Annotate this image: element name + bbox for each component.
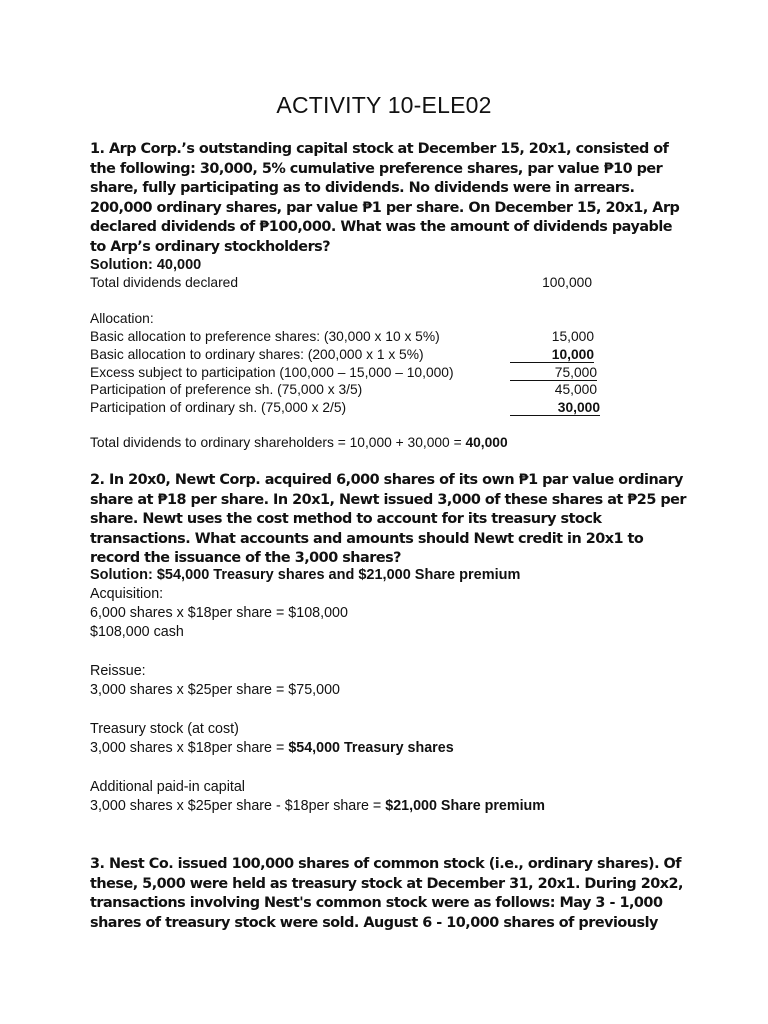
summary-line: [90, 435, 508, 450]
question-2-number: 2.: [90, 472, 105, 488]
allocation-label: Allocation:: [90, 311, 154, 326]
acquisition-line-1: 6,000 shares x $18per share = $108,000: [90, 605, 348, 621]
allocation-row-label: Basic allocation to ordinary shares: (200,000 x 1 x 5%): [90, 347, 424, 362]
apic-label: Additional paid-in capital: [90, 779, 245, 795]
allocation-row-label: Participation of preference sh. (75,000 x 3/5): [90, 382, 363, 397]
page-title: ACTIVITY 10-ELE02: [276, 92, 492, 118]
allocation-row-label: Participation of ordinary sh. (75,000 x 2/5): [90, 400, 347, 415]
question-1: [90, 140, 690, 257]
question-2-solution: Solution: $54,000 Treasury shares and $21,000 Share premium: [90, 567, 521, 583]
treasury-stock-label: Treasury stock (at cost): [90, 721, 239, 737]
allocation-row-value: 15,000: [551, 329, 594, 344]
allocation-row-label: Excess subject to participation (100,000 – 15,000 – 10,000): [90, 365, 454, 380]
acquisition-line-2: $108,000 cash: [90, 624, 184, 640]
treasury-stock-calc: 3,000 shares x $18per share =: [90, 740, 289, 756]
question-1-number: 1.: [90, 141, 105, 157]
allocation-row-label: Basic allocation to preference shares: (30,000 x 10 x 5%): [90, 329, 440, 344]
treasury-stock-line: [90, 740, 454, 756]
apic-value: $21,000 Share premium: [385, 798, 546, 814]
question-1-text: Arp Corp.’s outstanding capital stock at December 15, 20x1, consisted of the following: 30,000, 5% cumulative preference shares, par value ₱10 per share, fully participating as to dividends. No dividends were in arrears. 200,000 ordinary shares, par value ₱1 per share. On December 15, 20x1, Arp declared dividends of ₱100,000. What was the amount of dividends payable to Arp’s ordinary stockholders?: [90, 141, 680, 255]
allocation-row-value: 30,000: [510, 400, 600, 416]
reissue-label: Reissue:: [90, 663, 146, 679]
treasury-stock-value: $54,000 Treasury shares: [288, 740, 454, 756]
allocation-row-value: 45,000: [554, 382, 597, 397]
summary-text: Total dividends to ordinary shareholders = 10,000 + 30,000 =: [90, 435, 466, 450]
reissue-line: 3,000 shares x $25per share = $75,000: [90, 682, 340, 698]
question-3: [90, 855, 690, 933]
allocation-row-value: 75,000: [510, 365, 597, 381]
question-2-text: In 20x0, Newt Corp. acquired 6,000 shares of its own ₱1 par value ordinary share at ₱18 per share. In 20x1, Newt issued 3,000 of these shares at ₱25 per share. Newt uses the cost method to account for its treasury stock transactions. What accounts and amounts should Newt credit in 20x1 to record the issuance of the 3,000 shares?: [90, 472, 687, 566]
question-3-number: 3.: [90, 856, 105, 872]
question-2: [90, 471, 690, 569]
acquisition-label: Acquisition:: [90, 586, 164, 602]
question-3-text: Nest Co. issued 100,000 shares of common stock (i.e., ordinary shares). Of these, 5,000 were held as treasury stock at December 31, 20x1. During 20x2, transactions involving Nest's common stock were as follows: May 3 - 1,000 shares of treasury stock were sold. August 6 - 10,000 shares of previously: [90, 856, 683, 931]
apic-calc: 3,000 shares x $25per share - $18per share =: [90, 798, 386, 814]
question-1-solution: Solution: 40,000: [90, 257, 202, 273]
summary-value: 40,000: [465, 435, 508, 450]
allocation-row-value: 10,000: [510, 347, 594, 363]
apic-line: [90, 798, 545, 814]
total-dividends-label: Total dividends declared: [90, 275, 239, 290]
total-dividends-value: 100,000: [542, 275, 592, 290]
